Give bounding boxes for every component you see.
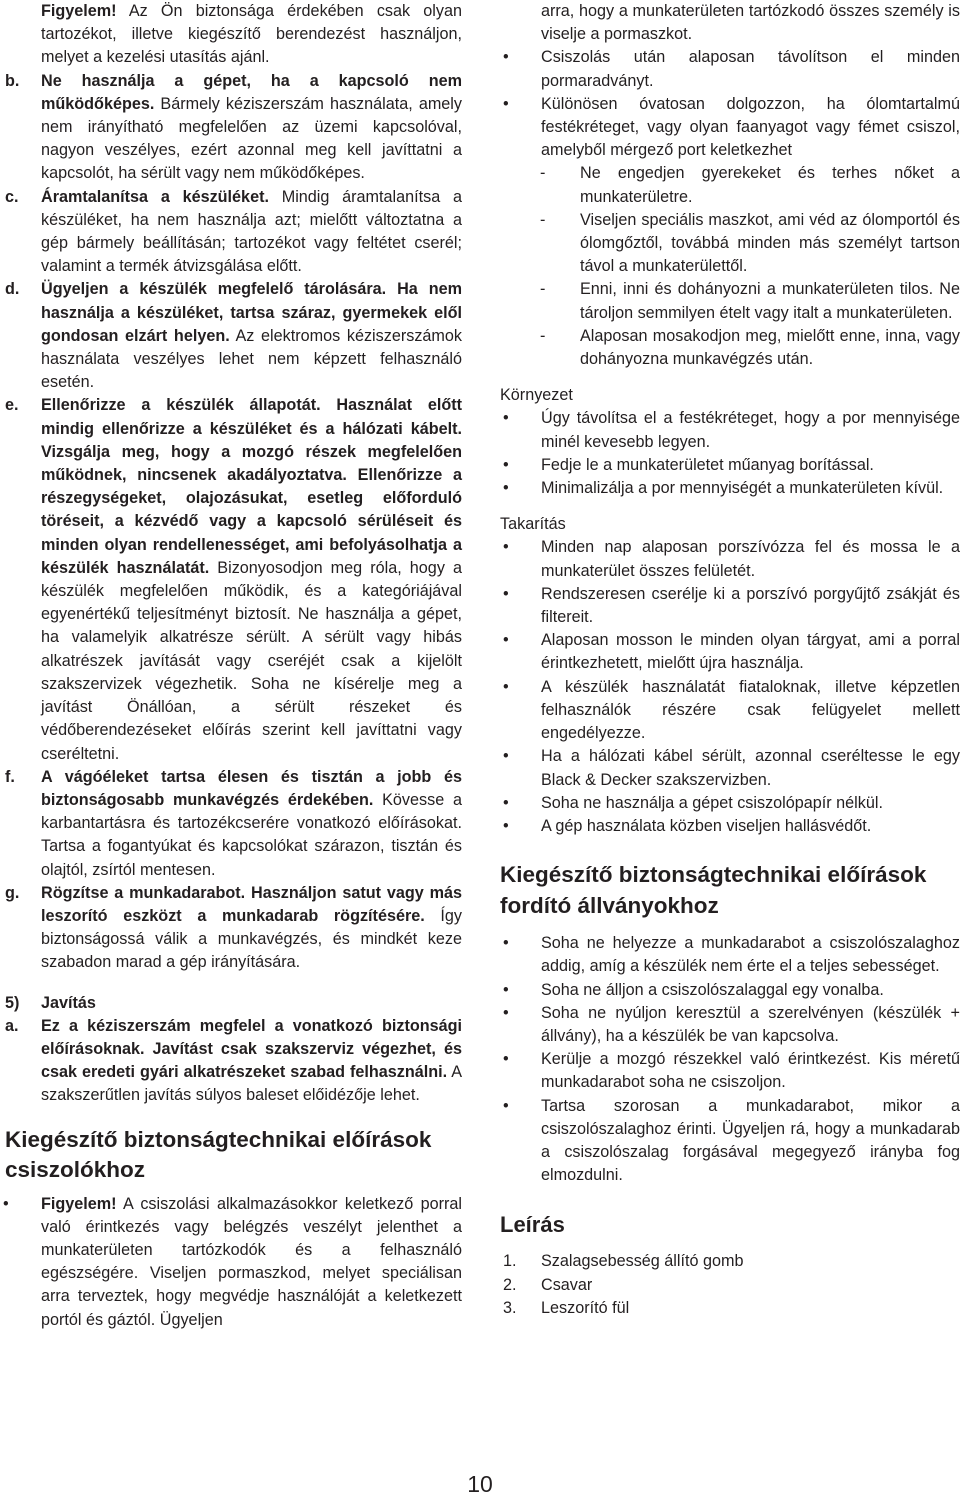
bullet-item: • Soha ne álljon a csiszolószalaggal egy vonalba.: [500, 979, 960, 1002]
item-text: Bizonyosodjon meg róla, hogy a készülék megfelelően működik, és a kategóriájával egyenértékű teljesítményt biztosít. Ne használja a gépet, ha valamelyik alkatrésze sérült. A sérült vagy hibás alkatrészek javítását vagy cseréjét csak a kijelölt szakszervizek végezhetik. Soha ne kísérelje meg a javítást Önállóan, a sérült részeket és védőberendezéseket előírás szerint kell javíttatni vagy cseréltetni.: [41, 558, 462, 763]
bullet-marker: •: [503, 816, 509, 835]
bullet-marker: •: [503, 747, 509, 766]
bullet-marker: •: [503, 1003, 509, 1022]
item-number: 1.: [503, 1252, 517, 1271]
item-label: e.: [5, 396, 19, 415]
dash-item: - Ne engedjen gyerekeket és terhes nőket a munkaterületre.: [500, 162, 960, 208]
bullet-item: • Különösen óvatosan dolgozzon, ha ólomtartalmú festékréteget, vagy olyan faanyagot vagy fémet csiszol, amelyből mérgező port keletkezhet: [500, 93, 960, 163]
description-heading: Leírás: [500, 1212, 565, 1238]
intro-text: Az Ön biztonsága érdekében csak olyan tartozékot, illetve kiegészítő berendezést használjon, melyet a kezelési utasítás ajánl.: [41, 2, 462, 67]
item-bold: Ne használja a gépet, ha a kapcsoló nem működőképes.: [41, 71, 462, 113]
item-label: g.: [5, 883, 20, 902]
dash-item: - Enni, inni és dohányozni a munkaterületen tilos. Ne tároljon semmilyen ételt vagy italt a munkaterületen.: [500, 278, 960, 324]
item-text: Leszorító fül: [541, 1298, 630, 1317]
dash-marker: -: [540, 164, 546, 183]
intro-bold: Figyelem!: [41, 2, 117, 20]
environment-title: Környezet: [500, 386, 573, 405]
bullet-marker: •: [503, 479, 509, 498]
bullet-marker: •: [503, 584, 509, 603]
bullet-item: • Soha ne használja a gépet csiszolópapír nélkül.: [500, 792, 960, 815]
dash-marker: -: [540, 326, 546, 345]
dash-item: - Viseljen speciális maszkot, ami véd az ólomportól és ólomgőztől, továbbá minden más személyt tartson távol a munkaterülettől.: [500, 209, 960, 279]
continuation-text: arra, hogy a munkaterületen tartózkodó összes személy is viselje a pormaszkot.: [541, 2, 960, 44]
bullet-item: • Kerülje a mozgó részekkel való érintkezést. Kis méretű munkadarabot soha ne csiszoljon.: [500, 1048, 960, 1094]
page-number: 10: [467, 1471, 493, 1497]
bullet-bold: Figyelem!: [41, 1194, 117, 1213]
stand-safety-heading: Kiegészítő biztonságtechnikai előírások fordító állványokhoz: [500, 862, 927, 918]
item-label: a.: [5, 1016, 19, 1035]
item-text: Az elektromos kéziszerszámok használata veszélyes lehet nem képzett felhasználó esetén.: [41, 326, 462, 392]
bullet-marker: •: [503, 631, 509, 650]
dash-item: - Alaposan mosakodjon meg, mielőtt enne, inna, vagy dohányozna munkavégzés után.: [500, 325, 960, 371]
item-text: Csavar: [541, 1275, 593, 1294]
bullet-marker: •: [503, 1096, 509, 1115]
sander-safety-heading: Kiegészítő biztonságtechnikai előírások csiszolókhoz: [5, 1126, 432, 1183]
bullet-marker: •: [503, 455, 509, 474]
numbered-item: [500, 1250, 960, 1273]
cleaning-title: Takarítás: [500, 515, 566, 534]
bullet-text: A csiszolási alkalmazásokkor keletkező porral való érintkezés vagy belégzés veszélyt jelenthet a munkaterületen tartózkodók és a felhasználó egészségére. Viseljen pormaszkod, melyet speciálisan arra terveztek, hogy megvédje használóját a keletkezett portól és gáztól. Ügyeljen: [41, 1194, 462, 1329]
bullet-item: • Rendszeresen cserélje ki a porszívó porgyűjtő zsákját és filtereit.: [500, 583, 960, 629]
numbered-item: [500, 1274, 960, 1297]
bullet-item: • Úgy távolítsa el a festékréteget, hogy a por mennyisége minél kevesebb legyen.: [500, 407, 960, 453]
bullet-marker: •: [3, 1194, 9, 1213]
item-text: Így biztonságossá válik a munkavégzés, és mindkét keze szabadon marad a gép irányítására.: [41, 906, 462, 972]
item-bold: Ellenőrizze a készülék állapotát. Használat előtt mindig ellenőrizze a készüléket és a hálózati kábelt. Vizsgálja meg, hogy a mozgó részek megfelelően működnek, nincsenek akadályoztatva. Ellenőrizze a részegységeket, olajozásukat, esetleg előforduló töréseit, a kézvédő vagy a kapcsoló sérüléseit és minden olyan rendellenességet, ami befolyásolhatja a készülék használatát.: [41, 396, 462, 577]
bullet-item: • Alaposan mosson le minden olyan tárgyat, ami a porral érintkezhetett, mielőtt újra használja.: [500, 629, 960, 675]
item-number: 3.: [503, 1298, 517, 1317]
bullet-marker: •: [503, 980, 509, 999]
list-item: [0, 278, 462, 394]
item-text: A szakszerűtlen javítás súlyos baleset előidézője lehet.: [41, 1063, 462, 1105]
section-label: 5): [5, 993, 20, 1012]
intro-paragraph: [0, 0, 462, 70]
bullet-item: • Soha ne nyúljon keresztül a szerelvényen (készülék + állvány), ha a készülék be van kapcsolva.: [500, 1002, 960, 1048]
bullet-item: • Ha a hálózati kábel sérült, azonnal cseréltesse le egy Black & Decker szakszervizben.: [500, 745, 960, 791]
item-bold: A vágóéleket tartsa élesen és tisztán a jobb és biztonságosabb munkavégzés érdekében.: [41, 767, 462, 809]
list-item: [0, 70, 462, 186]
item-text: Mindig áramtalanítsa a készüléket, ha nem használja azt; mielőtt változtatna a gép bármely beállításán; tartozékot vagy feltétet cserél; valamint a termék átvizsgálása előtt.: [41, 187, 462, 276]
list-item: [0, 766, 462, 882]
item-text: Szalagsebesség állító gomb: [541, 1252, 744, 1271]
bullet-item: • Fedje le a munkaterületet műanyag borítással.: [500, 454, 960, 477]
item-label: f.: [5, 767, 15, 786]
bullet-item: • A készülék használatát fiataloknak, illetve képzetlen felhasználók részére csak felügyelet mellett engedélyezze.: [500, 676, 960, 746]
item-bold: Rögzítse a munkadarabot. Használjon satut vagy más leszorító eszközt a munkadarab rögzítésére.: [41, 883, 462, 925]
item-bold: Ügyeljen a készülék megfelelő tárolására. Ha nem használja a készüléket, tartsa száraz, gyermekek elől gondosan elzárt helyen.: [41, 280, 462, 345]
item-label: c.: [5, 187, 19, 206]
list-item: [0, 186, 462, 279]
item-bold: Áramtalanítsa a készüléket.: [41, 187, 269, 206]
item-number: 2.: [503, 1275, 517, 1294]
dash-marker: -: [540, 210, 546, 229]
bullet-item: [0, 1193, 462, 1332]
bullet-item: • Minimalizálja a por mennyiségét a munkaterületen kívül.: [500, 477, 960, 500]
right-column: [500, 0, 960, 1320]
list-item: [0, 882, 462, 975]
section-title: Javítás: [41, 993, 96, 1012]
left-column: [0, 0, 462, 1332]
bullet-item: • Minden nap alaposan porszívózza fel és mossa le a munkaterület összes felületét.: [500, 536, 960, 582]
bullet-marker: •: [503, 793, 509, 812]
bullet-marker: •: [503, 1050, 509, 1069]
bullet-item: • A gép használata közben viseljen hallásvédőt.: [500, 815, 960, 838]
bullet-item: • Csiszolás után alaposan távolítson el minden pormaradványt.: [500, 46, 960, 92]
item-text: Bármely kéziszerszám használata, amely nem irányítható megfelelően az üzemi kapcsolóval, nagyon veszélyes, ezért azonnal meg kell javíttatni a kapcsolót, ha sérült vagy nem működőképes.: [41, 94, 462, 183]
numbered-item: [500, 1297, 960, 1320]
bullet-marker: •: [503, 538, 509, 557]
bullet-marker: •: [503, 677, 509, 696]
bullet-item: • Tartsa szorosan a munkadarabot, mikor a csiszolószalaghoz érinti. Ügyeljen rá, hogy a munkadarab a csiszolószalag forgásával megegyező irányba fog elmozdulni.: [500, 1095, 960, 1188]
bullet-marker: •: [503, 934, 509, 953]
item-text: Kövesse a karbantartásra és tartozékcserére vonatkozó előírásokat. Tartsa a fogantyúkat és kapcsolókat szárazon, tisztán és olajtól, zsírtól mentesen.: [41, 790, 462, 879]
list-item: [0, 394, 462, 765]
list-item: [0, 1015, 462, 1108]
bullet-item: • Soha ne helyezze a munkadarabot a csiszolószalaghoz addig, amíg a készülék nem érte el a teljes sebességet.: [500, 932, 960, 978]
bullet-marker: •: [503, 409, 509, 428]
item-label: [0, 0, 41, 70]
section-5-heading: [0, 992, 462, 1015]
item-label: d.: [5, 280, 20, 299]
dash-marker: -: [540, 280, 546, 299]
item-bold: Ez a kéziszerszám megfelel a vonatkozó biztonsági előírásoknak. Javítást csak szakszerviz végezhet, és csak eredeti gyári alkatrészeket szabad felhasználni.: [41, 1016, 462, 1082]
bullet-marker: •: [503, 94, 509, 113]
item-label: b.: [5, 71, 20, 90]
bullet-marker: •: [503, 48, 509, 67]
